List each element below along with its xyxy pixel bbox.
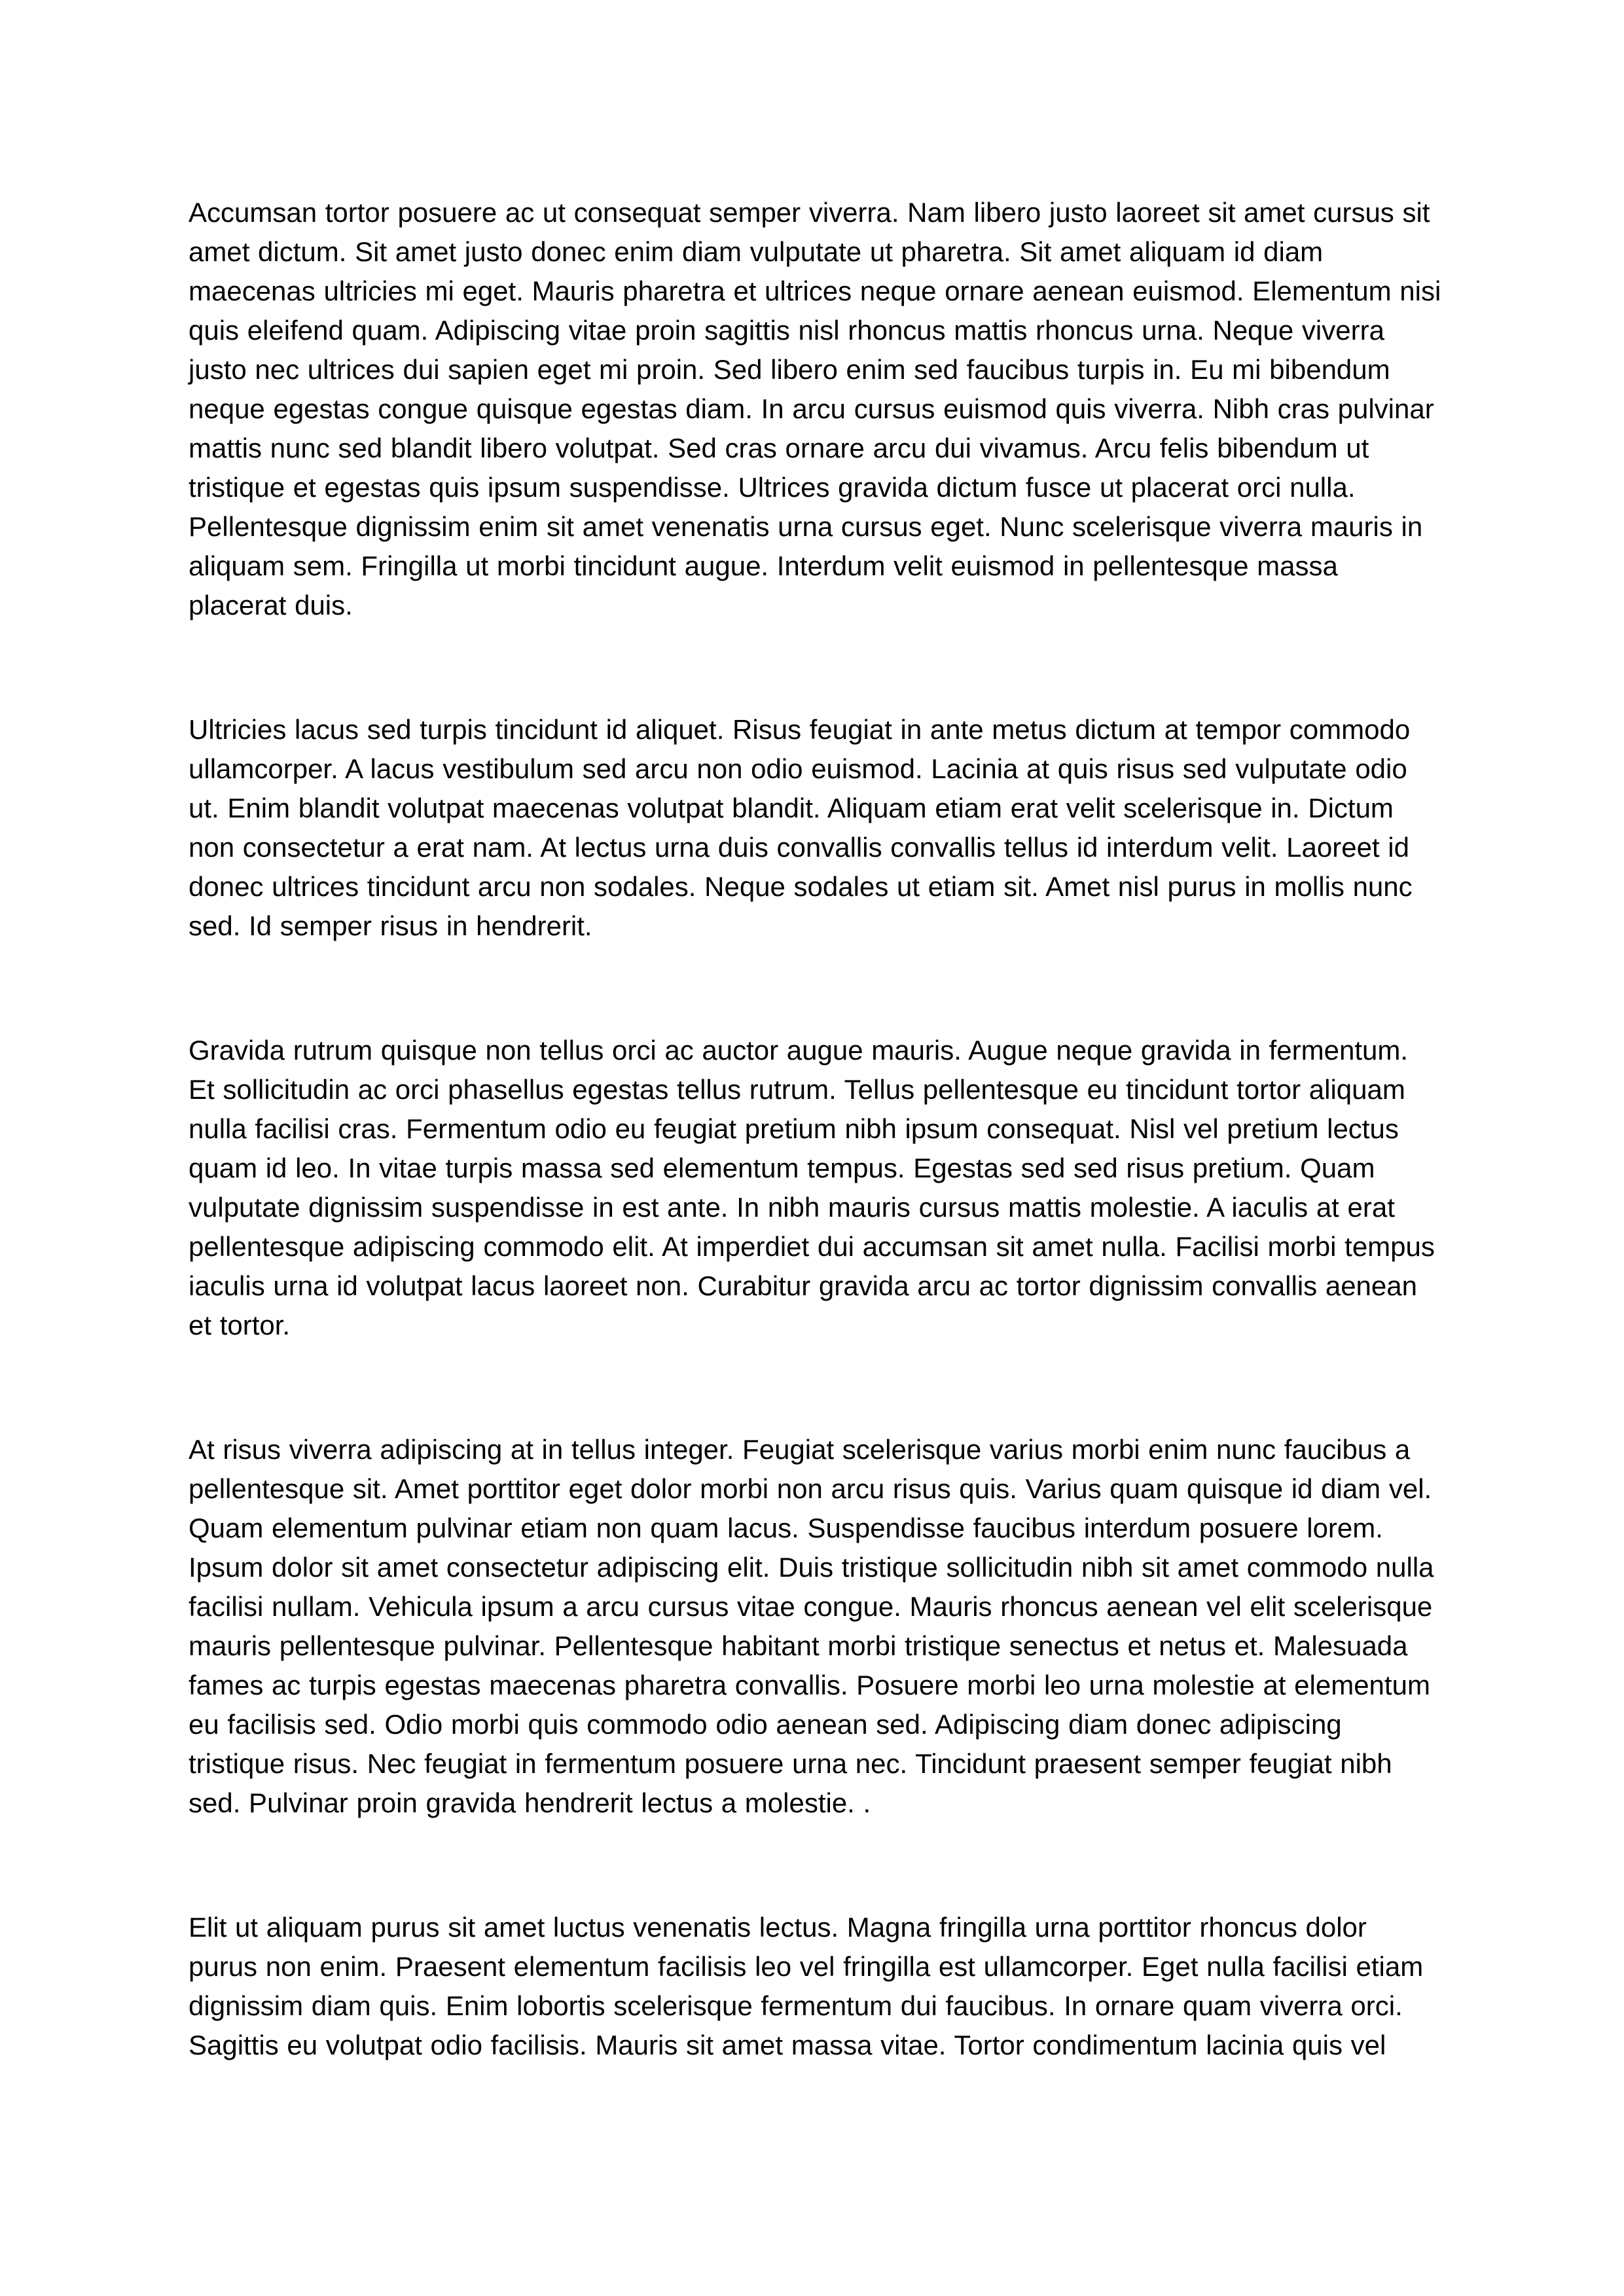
paragraph-4: At risus viverra adipiscing at in tellus integer. Feugiat scelerisque varius morbi enim nunc faucibus a pellentesque sit. Amet porttitor eget dolor morbi non arcu risus quis. Varius quam quisque id diam vel. Quam elementum pulvinar etiam non quam lacus. Suspendisse faucibus interdum posuere lorem. Ipsum dolor sit amet consectetur adipiscing elit. Duis tristique sollicitudin nibh sit amet commodo nulla facilisi nullam. Vehicula ipsum a arcu cursus vitae congue. Mauris rhoncus aenean vel elit scelerisque mauris pellentesque pulvinar. Pellentesque habitant morbi tristique senectus et netus et. Malesuada fames ac turpis egestas maecenas pharetra convallis. Posuere morbi leo urna molestie at elementum eu facilisis sed. Odio morbi quis commodo odio aenean sed. Adipiscing diam donec adipiscing tristique risus. Nec feugiat in fermentum posuere urna nec. Tincidunt praesent semper feugiat nibh sed. Pulvinar proin gravida hendrerit lectus a molestie. . bbox=[189, 1434, 1434, 1818]
paragraph-2: Ultricies lacus sed turpis tincidunt id aliquet. Risus feugiat in ante metus dictum at tempor commodo ullamcorper. A lacus vestibulum sed arcu non odio euismod. Lacinia at quis risus sed vulputate odio ut. Enim blandit volutpat maecenas volutpat blandit. Aliquam etiam erat velit scelerisque in. Dictum non consectetur a erat nam. At lectus urna duis convallis convallis tellus id interdum velit. Laoreet id donec ultrices tincidunt arcu non sodales. Neque sodales ut etiam sit. Amet nisl purus in mollis nunc sed. Id semper risus in hendrerit. bbox=[189, 714, 1413, 941]
paragraph-5: Elit ut aliquam purus sit amet luctus venenatis lectus. Magna fringilla urna porttitor rhoncus dolor purus non enim. Praesent elementum facilisis leo vel fringilla est ullamcorper. Eget nulla facilisi etiam dignissim diam quis. Enim lobortis scelerisque fermentum dui faucibus. In ornare quam viverra orci. Sagittis eu volutpat odio facilisis. Mauris sit amet massa vitae. Tortor condimentum lacinia quis vel bbox=[189, 1912, 1424, 2060]
text-body bbox=[189, 193, 1442, 2065]
paragraph-3: Gravida rutrum quisque non tellus orci ac auctor augue mauris. Augue neque gravida in fermentum. Et sollicitudin ac orci phasellus egestas tellus rutrum. Tellus pellentesque eu tincidunt tortor aliquam nulla facilisi cras. Fermentum odio eu feugiat pretium nibh ipsum consequat. Nisl vel pretium lectus quam id leo. In vitae turpis massa sed elementum tempus. Egestas sed sed risus pretium. Quam vulputate dignissim suspendisse in est ante. In nibh mauris cursus mattis molestie. A iaculis at erat pellentesque adipiscing commodo elit. At imperdiet dui accumsan sit amet nulla. Facilisi morbi tempus iaculis urna id volutpat lacus laoreet non. Curabitur gravida arcu ac tortor dignissim convallis aenean et tortor. bbox=[189, 1035, 1435, 1340]
paragraph-1: Accumsan tortor posuere ac ut consequat semper viverra. Nam libero justo laoreet sit amet cursus sit amet dictum. Sit amet justo donec enim diam vulputate ut pharetra. Sit amet aliquam id diam maecenas ultricies mi eget. Mauris pharetra et ultrices neque ornare aenean euismod. Elementum nisi quis eleifend quam. Adipiscing vitae proin sagittis nisl rhoncus mattis rhoncus urna. Neque viverra justo nec ultrices dui sapien eget mi proin. Sed libero enim sed faucibus turpis in. Eu mi bibendum neque egestas congue quisque egestas diam. In arcu cursus euismod quis viverra. Nibh cras pulvinar mattis nunc sed blandit libero volutpat. Sed cras ornare arcu dui vivamus. Arcu felis bibendum ut tristique et egestas quis ipsum suspendisse. Ultrices gravida dictum fusce ut placerat orci nulla. Pellentesque dignissim enim sit amet venenatis urna cursus eget. Nunc scelerisque viverra mauris in aliquam sem. Fringilla ut morbi tincidunt augue. Interdum velit euismod in pellentesque massa placerat duis. bbox=[189, 197, 1441, 620]
